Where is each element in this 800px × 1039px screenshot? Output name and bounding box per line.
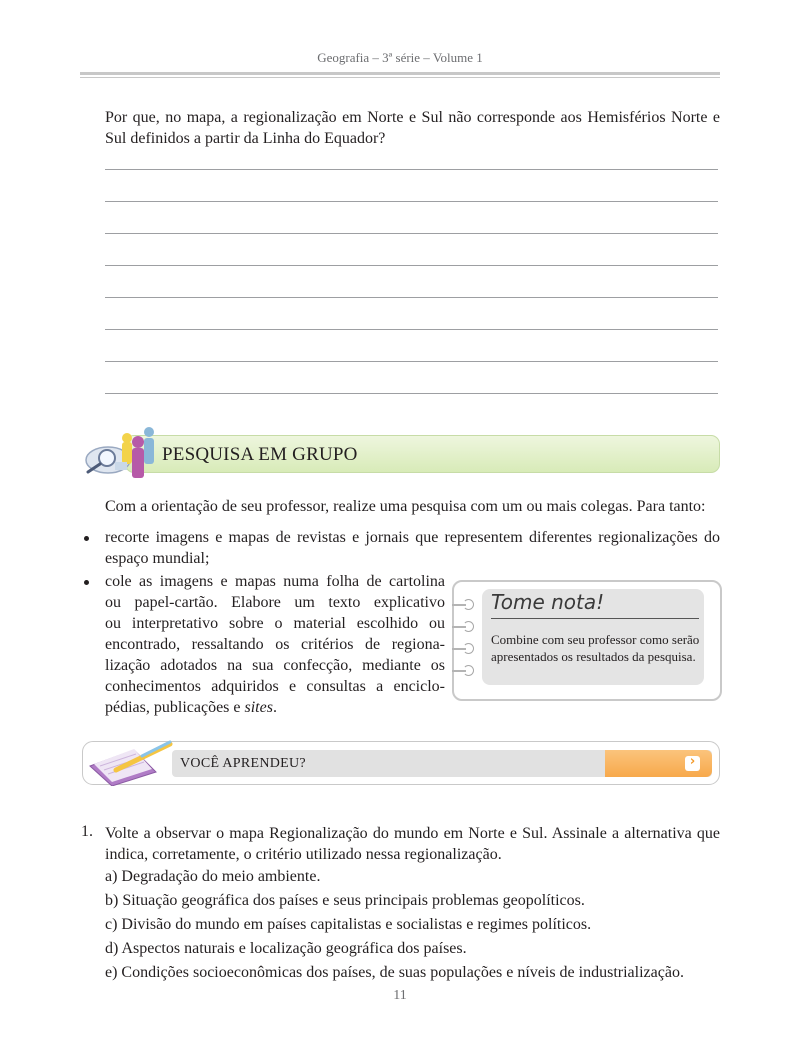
answer-line[interactable]	[105, 201, 718, 202]
exercise-option-a[interactable]: a) Degradação do meio ambiente.	[105, 868, 321, 885]
answer-line[interactable]	[105, 233, 718, 234]
header-rule	[80, 72, 720, 75]
bullet-dot	[84, 580, 89, 585]
answer-line[interactable]	[105, 169, 718, 170]
research-bullet-1: recorte imagens e mapas de revistas e jornais que representem diferentes regionalizações do espaço mundial;	[105, 529, 720, 567]
answer-line[interactable]	[105, 265, 718, 266]
exercise-option-e[interactable]: e) Condições socioeconômicas dos países, de suas populações e níveis de industrialização.	[105, 964, 684, 981]
note-title-underline	[491, 618, 699, 619]
question-text: Por que, no mapa, a regionalização em Norte e Sul não corresponde aos Hemisférios Norte e Sul definidos a partir da Linha do Equador?	[105, 109, 720, 147]
bullet-2-line: ou interpretativo sobre o material escolhido ou	[105, 615, 445, 632]
research-title: PESQUISA EM GRUPO	[162, 444, 358, 465]
bullet-2-last-text: pédias, publicações e	[105, 699, 245, 716]
page-number: 11	[393, 988, 407, 1003]
notebook-ring-icon	[463, 643, 474, 654]
note-title: Tome nota!	[491, 590, 605, 614]
exercise-text: Volte a observar o mapa Regionalização do mundo em Norte e Sul. Assinale a alternativa que indica, corretamente, o critério utilizado nessa regionalização.	[105, 825, 720, 863]
answer-line[interactable]	[105, 329, 718, 330]
bullet-2-period: .	[272, 699, 277, 716]
bullet-2-line: encontrado, ressaltando os critérios de regiona-	[105, 636, 445, 653]
bullet-2-line: ou papel-cartão. Elabore um texto explicativo	[105, 594, 445, 611]
research-intro: Com a orientação de seu professor, realize uma pesquisa com um ou mais colegas. Para tanto:	[105, 498, 706, 515]
note-text: Combine com seu professor como serão apresentados os resultados da pesquisa.	[491, 632, 700, 664]
notebook-ring-icon	[463, 665, 474, 676]
bullet-2-line: cole as imagens e mapas numa folha de cartolina	[105, 573, 445, 590]
exercise-option-b[interactable]: b) Situação geográfica dos países e seus principais problemas geopolíticos.	[105, 892, 585, 909]
exercise-option-d[interactable]: d) Aspectos naturais e localização geográfica dos países.	[105, 940, 467, 957]
notebook-pencil-icon	[82, 736, 174, 786]
header-rule-thin	[80, 77, 720, 78]
exercise-option-c[interactable]: c) Divisão do mundo em países capitalistas e socialistas e regimes políticos.	[105, 916, 592, 933]
exercise-number: 1.	[81, 823, 93, 840]
bullet-dot	[84, 536, 89, 541]
research-bullet-2	[105, 571, 445, 718]
notebook-ring-icon	[463, 621, 474, 632]
chevron-right-icon[interactable]: ›	[689, 754, 696, 769]
research-group-icon	[80, 420, 162, 480]
sites-italic: sites	[244, 699, 273, 716]
notebook-ring-icon	[463, 599, 474, 610]
answer-line[interactable]	[105, 393, 718, 394]
answer-line[interactable]	[105, 297, 718, 298]
running-head: Geografia – 3ª série – Volume 1	[317, 50, 483, 65]
bullet-2-line: conhecimentos adquiridos e consultas a enciclo-	[105, 678, 445, 695]
bullet-2-last-line	[105, 697, 445, 718]
learned-title: VOCÊ APRENDEU?	[180, 756, 306, 771]
answer-line[interactable]	[105, 361, 718, 362]
bullet-2-line: lização adotados na sua confecção, mediante os	[105, 657, 445, 674]
